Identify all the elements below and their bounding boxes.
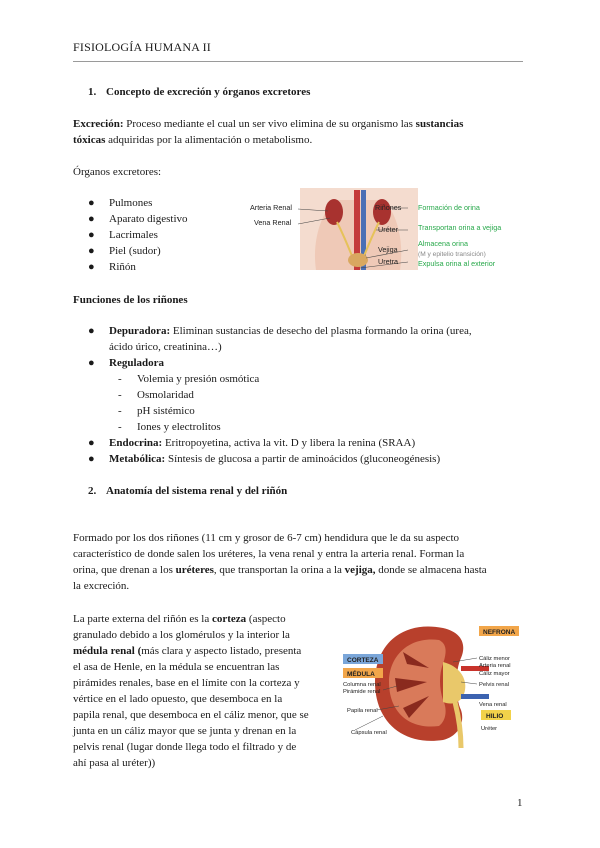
label-arteria-renal: Arteria renal	[479, 663, 511, 669]
label-vena-renal: Vena Renal	[254, 218, 292, 227]
label-uretra: Uretra	[378, 257, 398, 266]
excrecion-bold-2: tóxicas	[73, 134, 106, 146]
list-item: ● Lacrimales	[88, 229, 158, 241]
funciones-list	[88, 323, 538, 473]
left-kidney-shape	[325, 199, 343, 225]
label-ureter-2: Uréter	[481, 726, 498, 732]
list-item: ● Endocrina: Eritropoyetina, activa la vit. D y libera la renina (SRAA)	[88, 437, 416, 449]
label-caliz-menor: Cáliz menor	[479, 656, 510, 662]
label-ureter: Uréter	[378, 225, 398, 234]
anatomia-paragraph: Formado por los dos riñones (11 cm y grosor de 6-7 cm) hendidura que le da su aspecto característico de donde salen los uréteres, la vena renal y entra la arteria renal. Forman la orina, que drenan a los uréteres, que transportan la orina a la vejiga, donde se almacena hasta la excreción.	[73, 532, 487, 592]
sub-item: - Osmolaridad	[118, 389, 194, 401]
list-item: ● Metabólica: Síntesis de glucosa a partir de aminoácidos (gluconeogénesis)	[88, 453, 441, 465]
section-1-heading	[88, 86, 310, 98]
section-2-title: Anatomía del sistema renal y del riñón	[106, 485, 288, 497]
section-2-heading	[88, 485, 287, 497]
label-rinones: Riñones	[375, 203, 402, 212]
label-columna-renal: Columna renal	[343, 682, 381, 688]
renal-vein-shape	[461, 694, 489, 699]
list-item: ● Depuradora: Eliminan sustancias de desecho del plasma formando la orina (urea, ácido úrico, creatinina…)	[88, 325, 472, 353]
excrecion-bold: sustancias	[415, 118, 464, 130]
sub-item: - Iones y electrolitos	[118, 421, 221, 433]
organos-title: Órganos excretores:	[73, 166, 162, 178]
list-item: ● Riñón	[88, 261, 136, 273]
page-number: 1	[517, 797, 523, 809]
label-vejiga: Vejiga	[378, 245, 398, 254]
list-item: ● Aparato digestivo	[88, 213, 188, 225]
header-rule	[73, 61, 523, 62]
list-item: ● Pulmones	[88, 197, 153, 209]
label-epitelio: (M y epitelio transición)	[418, 251, 486, 258]
label-vena-renal: Vena renal	[479, 702, 507, 708]
sub-item: - pH sistémico	[118, 405, 195, 417]
section-1-title: Concepto de excreción y órganos excretores	[106, 86, 311, 98]
funciones-heading: Funciones de los riñones	[73, 294, 188, 306]
section-2-number: 2.	[88, 485, 97, 497]
corteza-paragraph: La parte externa del riñón es la corteza (aspecto granulado debido a los glomérulos y la interior la médula renal (más clara y aspecto listado, presenta el asa de Henle, en la médula se encuentran las pirámides renales, base en el límite con la corteza y vértice en el lado opuesto, que desemboca en la papila renal, que desemboca en el cáliz menor, que se junta en un cáliz mayor que se junta y drenan en la pelvis renal (lugar donde llega todo el filtrado y de ahí pasa al uréter))	[73, 613, 309, 769]
label-expulsa-orina: Expulsa orina al exterior	[418, 259, 496, 268]
bladder-shape	[348, 253, 368, 267]
label-arteria-renal: Arteria Renal	[250, 203, 292, 212]
label-medula: MÉDULA	[347, 671, 375, 678]
excrecion-term: Excreción:	[73, 118, 124, 130]
label-almacena-orina: Almacena orina	[418, 239, 468, 248]
running-header: FISIOLOGÍA HUMANA II	[73, 40, 211, 54]
excrecion-paragraph	[73, 116, 533, 148]
kidney-anatomy-figure	[343, 622, 523, 748]
label-pelvis-renal: Pelvis renal	[479, 682, 509, 688]
label-caliz-mayor: Cáliz mayor	[479, 671, 510, 677]
excrecion-text: Proceso mediante el cual un ser vivo elimina de su organismo las	[123, 118, 416, 130]
excrecion-text-2: adquiridas por la alimentación o metabolismo.	[105, 134, 313, 146]
label-transportan-orina: Transportan orina a vejiga	[418, 223, 502, 232]
section-1-number: 1.	[88, 86, 97, 98]
label-papila-renal: Papila renal	[347, 708, 378, 714]
label-hilio: HILIO	[486, 713, 504, 720]
label-capsula-renal: Cápsula renal	[351, 730, 387, 736]
label-corteza: CORTEZA	[347, 657, 379, 664]
sub-item: - Volemia y presión osmótica	[118, 373, 260, 385]
label-formacion-orina: Formación de orina	[418, 203, 480, 212]
list-item: ● Piel (sudor)	[88, 245, 161, 257]
label-nefrona: NEFRONA	[483, 629, 516, 636]
label-piramide-renal: Pirámide renal	[343, 689, 381, 695]
urinary-system-figure	[248, 186, 530, 272]
list-item: ● Reguladora	[88, 357, 164, 369]
